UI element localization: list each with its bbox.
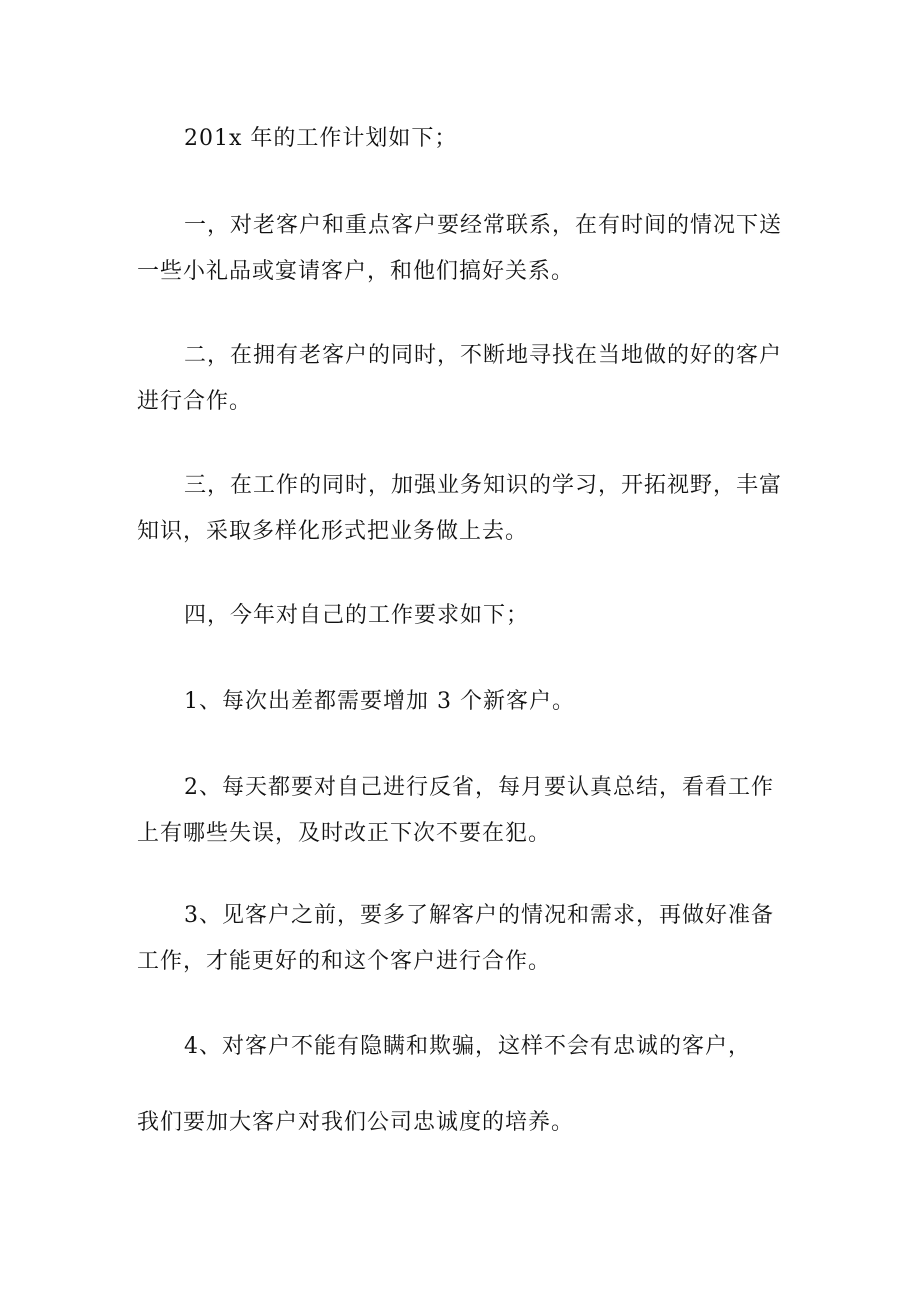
paragraph-line: 3、见客户之前，要多了解客户的情况和需求，再做好准备 [184,903,774,928]
paragraph-line: 三，在工作的同时，加强业务知识的学习，开拓视野，丰富 [184,473,783,498]
paragraph-line: 工作，才能更好的和这个客户进行合作。 [137,949,552,974]
requirement-1-paragraph [137,679,787,725]
paragraph-line: 1、每次出差都需要增加 3 个新客户。 [184,689,575,714]
paragraph-line: 二，在拥有老客户的同时，不断地寻找在当地做的好的客户 [184,343,783,368]
plan-item-3-paragraph [137,463,787,555]
requirement-3-paragraph [137,893,787,985]
paragraph-line: 我们要加大客户对我们公司忠诚度的培养。 [137,1110,575,1135]
plan-intro-paragraph [137,116,787,162]
requirements-heading-paragraph [137,593,787,639]
plan-item-1-paragraph [137,203,787,295]
paragraph-line: 201x 年的工作计划如下； [184,126,458,151]
paragraph-line: 知识，采取多样化形式把业务做上去。 [137,519,529,544]
plan-item-2-paragraph [137,333,787,425]
paragraph-line: 上有哪些失误，及时改正下次不要在犯。 [137,821,552,846]
paragraph-line: 2、每天都要对自己进行反省，每月要认真总结，看看工作 [184,775,774,800]
requirement-2-paragraph [137,765,787,857]
paragraph-line: 一些小礼品或宴请客户，和他们搞好关系。 [137,259,575,284]
requirement-4-paragraph [137,1024,787,1070]
paragraph-line: 进行合作。 [137,389,253,414]
paragraph-line: 一，对老客户和重点客户要经常联系，在有时间的情况下送 [184,213,783,238]
paragraph-line: 四，今年对自己的工作要求如下； [184,603,530,628]
paragraph-line: 4、对客户不能有隐瞒和欺骗，这样不会有忠诚的客户， [184,1034,751,1059]
requirement-4-continuation-paragraph [137,1100,787,1146]
